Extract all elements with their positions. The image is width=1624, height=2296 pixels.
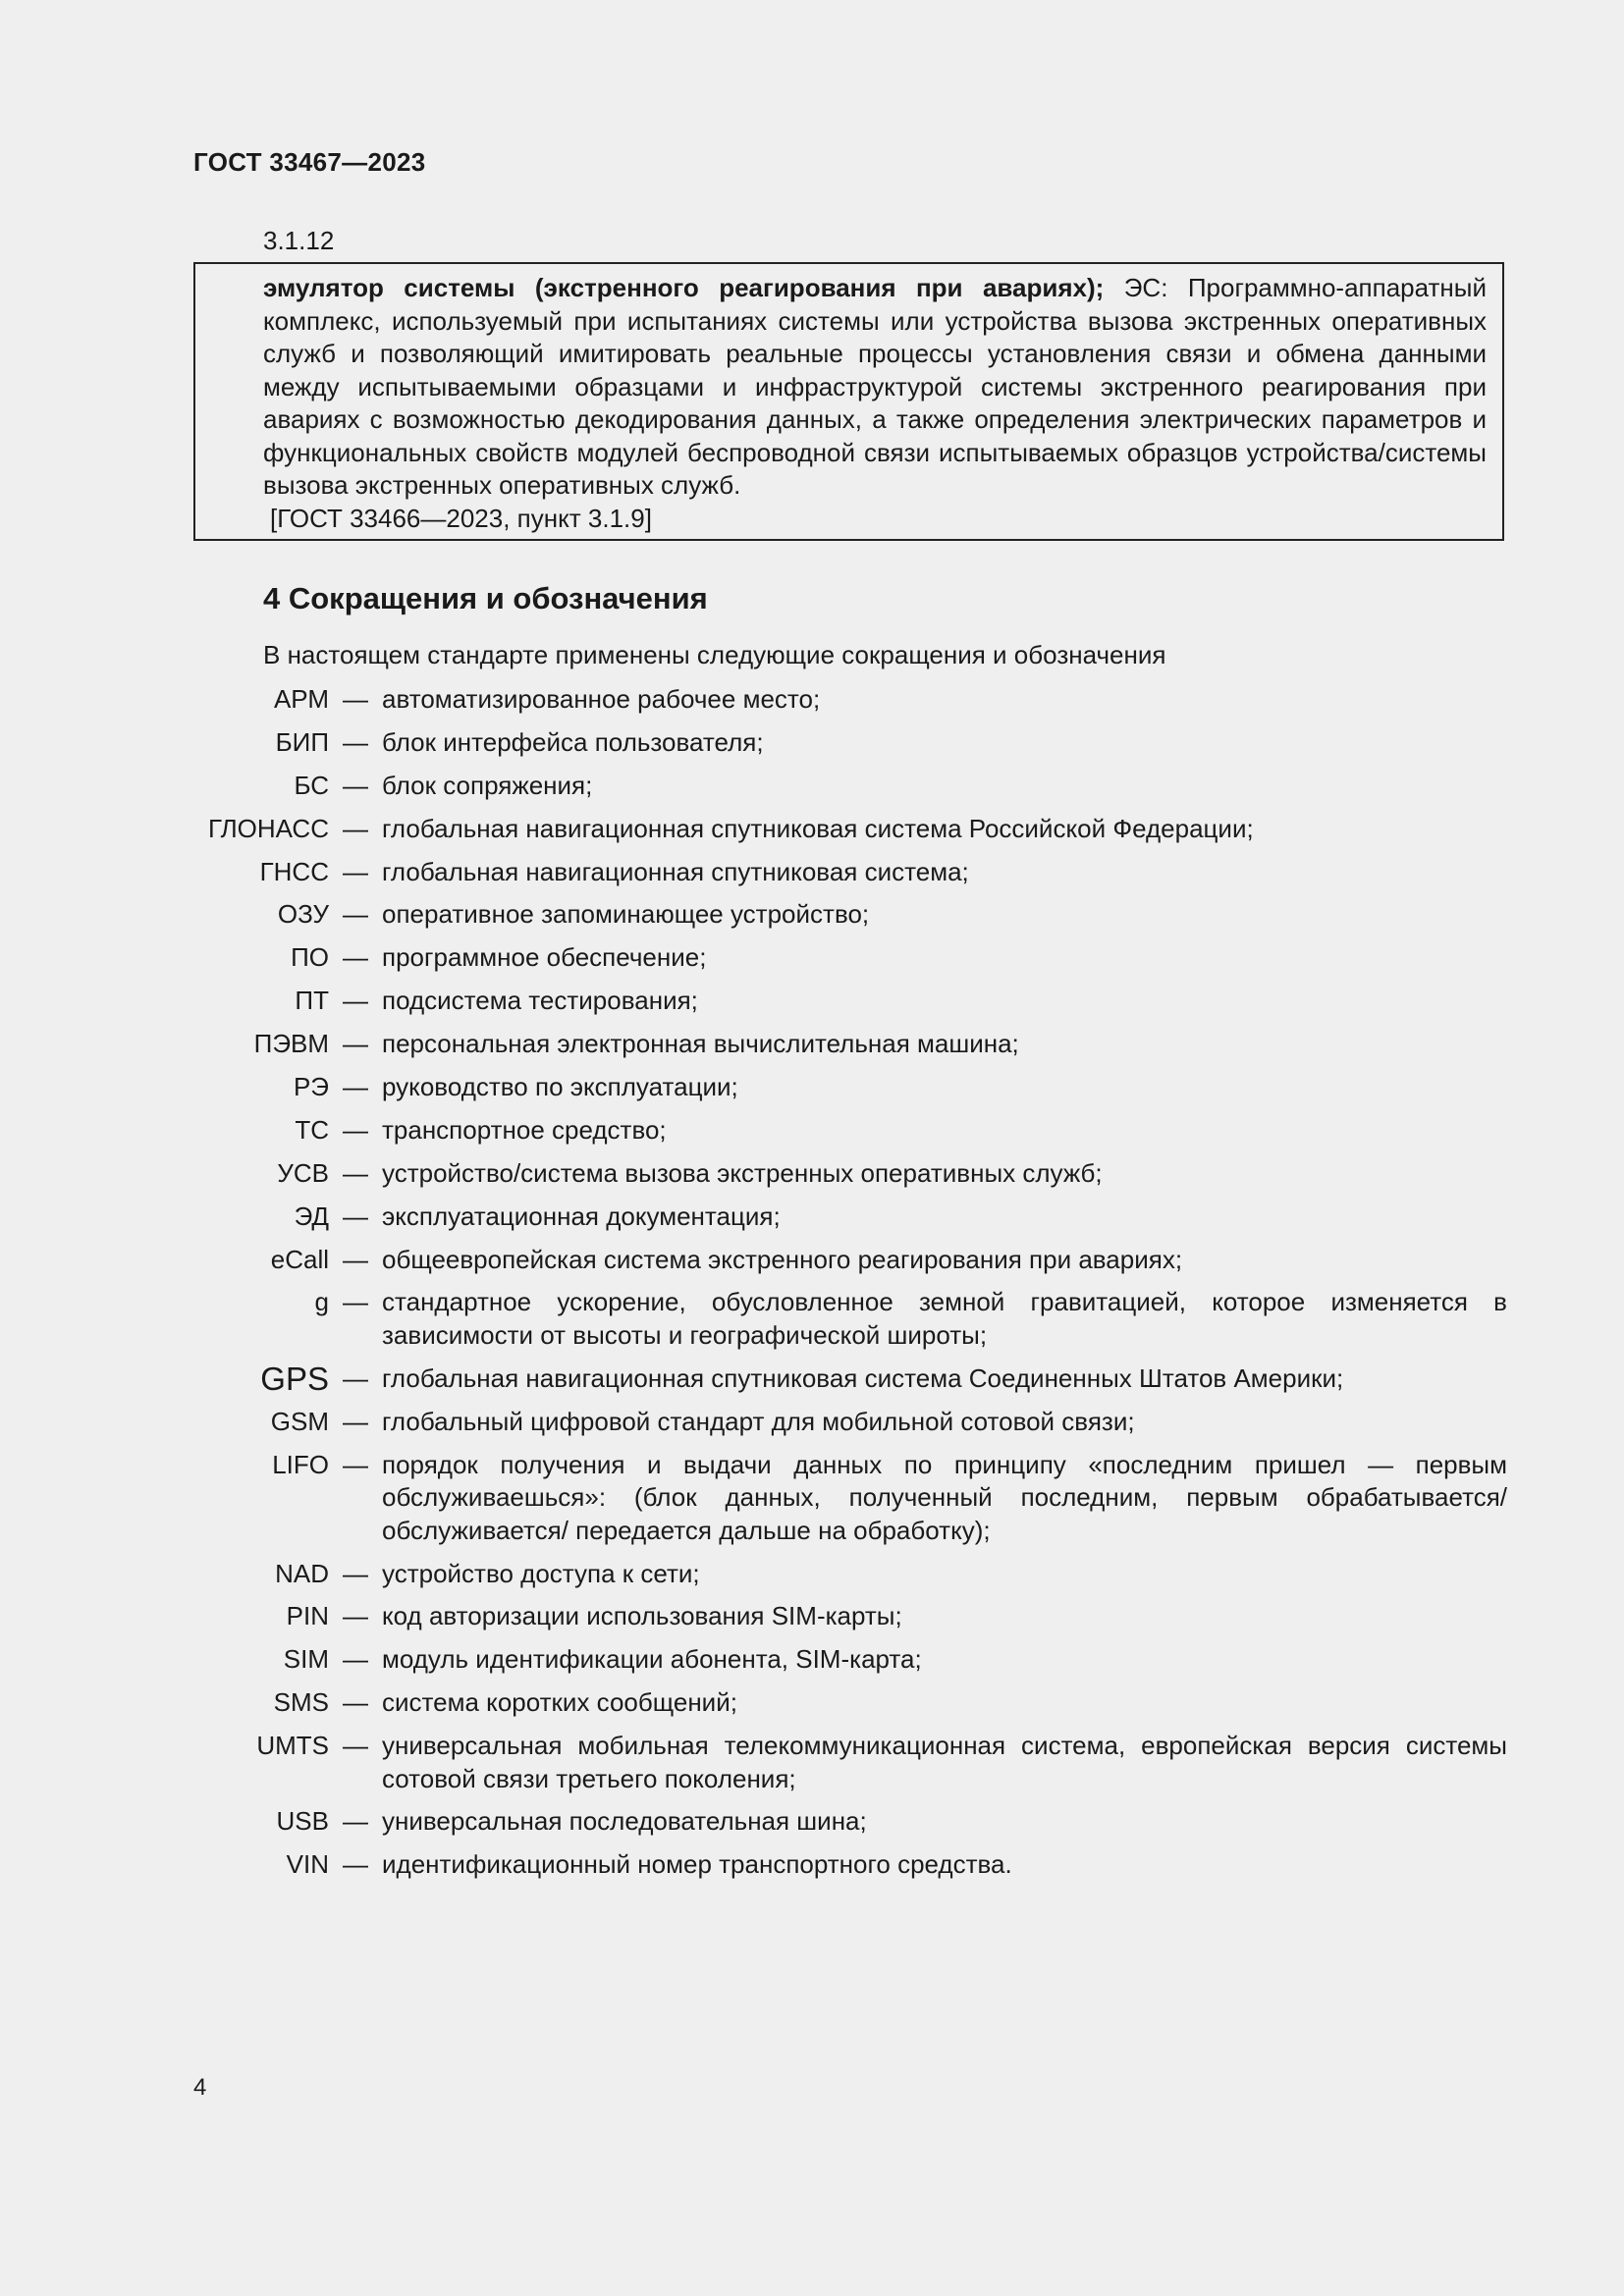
abbreviation-definition: программное обеспечение;: [382, 942, 707, 973]
abbreviation-code: UMTS: [256, 1731, 329, 1761]
abbreviation-row: [193, 813, 1507, 846]
abbreviation-definition: персональная электронная вычислительная машина;: [382, 1029, 1019, 1059]
abbreviation-definition: блок сопряжения;: [382, 770, 593, 800]
abbreviation-definition: блок интерфейса пользователя;: [382, 726, 764, 757]
abbreviation-dash: —: [343, 899, 368, 930]
abbreviation-definition: эксплуатационная документация;: [382, 1201, 781, 1231]
abbreviation-code: ЭД: [294, 1201, 329, 1231]
abbreviation-row: [193, 1406, 1507, 1439]
abbreviation-code: GPS: [260, 1360, 329, 1397]
abbreviation-dash: —: [343, 1287, 368, 1317]
abbreviation-code: SIM: [283, 1644, 329, 1675]
term-reference: [ГОСТ 33466—2023, пункт 3.1.9]: [270, 503, 652, 533]
abbreviation-row: [193, 1286, 1507, 1352]
abbreviation-row: [193, 1244, 1507, 1277]
abbreviation-row: [193, 683, 1507, 717]
abbreviation-dash: —: [343, 1362, 368, 1393]
abbreviation-row: [193, 1805, 1507, 1839]
abbreviation-row: [193, 1114, 1507, 1148]
abbreviation-definition: глобальная навигационная спутниковая система;: [382, 856, 969, 886]
abbreviation-code: БИП: [275, 726, 329, 757]
term-number: 3.1.12: [263, 226, 335, 255]
abbreviation-definition: оперативное запоминающее устройство;: [382, 899, 870, 930]
abbreviation-definition: система коротких сообщений;: [382, 1687, 737, 1718]
page-number: 4: [193, 2074, 207, 2101]
abbreviation-row: [193, 1362, 1507, 1396]
abbreviation-dash: —: [343, 1849, 368, 1880]
abbreviation-row: [193, 856, 1507, 889]
abbreviation-row: [193, 770, 1507, 803]
abbreviation-code: УСВ: [277, 1157, 329, 1188]
document-header: ГОСТ 33467—2023: [193, 147, 426, 177]
term-definition: ЭС: Программно-аппаратный комплекс, используемый при испытаниях системы или устройства вызова экстренных оперативных служб и позволяющий имитировать реальные процессы установления связи и обмена данными между испытываемыми образцами и инфраструктурой системы экстренного реагирования при авариях с возможностью декодирования данных, а также определения электрических параметров и функциональных свойств модулей беспроводной связи испытываемых образцов устройства/системы вызова экстренных оперативных служб.: [263, 273, 1487, 500]
abbreviation-dash: —: [343, 1687, 368, 1718]
abbreviation-row: [193, 1643, 1507, 1677]
abbreviation-definition: универсальная последовательная шина;: [382, 1806, 867, 1837]
abbreviation-dash: —: [343, 986, 368, 1016]
section-title: 4 Сокращения и обозначения: [263, 581, 708, 615]
abbreviation-row: [193, 898, 1507, 932]
abbreviation-row: [193, 1730, 1507, 1795]
abbreviation-code: VIN: [286, 1849, 329, 1880]
abbreviation-row: [193, 985, 1507, 1018]
abbreviation-code: ПТ: [295, 986, 329, 1016]
abbreviation-definition: стандартное ускорение, обусловленное земной гравитацией, которое изменяется в зависимости от высоты и географической широты;: [382, 1287, 1507, 1350]
abbreviation-dash: —: [343, 1244, 368, 1274]
abbreviation-definition: глобальная навигационная спутниковая система Соединенных Штатов Америки;: [382, 1362, 1344, 1393]
abbreviation-row: [193, 1600, 1507, 1633]
abbreviation-dash: —: [343, 1644, 368, 1675]
abbreviation-dash: —: [343, 942, 368, 973]
abbreviation-code: eCall: [270, 1244, 329, 1274]
abbreviation-dash: —: [343, 684, 368, 714]
abbreviation-dash: —: [343, 1449, 368, 1479]
abbreviation-definition: подсистема тестирования;: [382, 986, 698, 1016]
abbreviation-row: [193, 1558, 1507, 1591]
abbreviation-code: ГНСС: [259, 856, 329, 886]
abbreviation-dash: —: [343, 770, 368, 800]
abbreviation-code: LIFO: [272, 1449, 329, 1479]
abbreviation-dash: —: [343, 1806, 368, 1837]
abbreviation-code: ТС: [295, 1114, 329, 1145]
abbreviation-definition: порядок получения и выдачи данных по принципу «последним пришел — первым обслуживаешься»: (блок данных, полученный последним, первым обрабатывается/обслуживается/ передается дальше на обработку);: [382, 1449, 1507, 1545]
abbreviation-code: ГЛОНАСС: [207, 813, 329, 843]
abbreviation-row: [193, 1157, 1507, 1191]
abbreviation-code: ОЗУ: [277, 899, 329, 930]
abbreviation-dash: —: [343, 1601, 368, 1631]
abbreviation-dash: —: [343, 1558, 368, 1588]
abbreviation-dash: —: [343, 1157, 368, 1188]
abbreviation-definition: устройство доступа к сети;: [382, 1558, 700, 1588]
abbreviation-definition: транспортное средство;: [382, 1114, 667, 1145]
abbreviation-row: [193, 1028, 1507, 1061]
abbreviation-dash: —: [343, 726, 368, 757]
abbreviation-code: РЭ: [293, 1072, 329, 1102]
abbreviation-definition: общеевропейская система экстренного реагирования при авариях;: [382, 1244, 1183, 1274]
abbreviation-definition: код авторизации использования SIM-карты;: [382, 1601, 902, 1631]
abbreviation-code: GSM: [270, 1406, 329, 1436]
abbreviation-row: [193, 1449, 1507, 1548]
section-intro: В настоящем стандарте применены следующие сокращения и обозначения: [263, 640, 1166, 669]
abbreviation-code: ПЭВМ: [253, 1029, 329, 1059]
term-paragraph: [211, 272, 1487, 503]
term-title: эмулятор системы (экстренного реагирования при авариях);: [263, 273, 1105, 302]
abbreviation-row: [193, 1686, 1507, 1720]
abbreviation-code: ПО: [291, 942, 329, 973]
abbreviation-definition: модуль идентификации абонента, SIM-карта;: [382, 1644, 922, 1675]
abbreviation-definition: универсальная мобильная телекоммуникационная система, европейская версия системы сотовой связи третьего поколения;: [382, 1731, 1507, 1793]
abbreviation-row: [193, 1848, 1507, 1882]
abbreviation-definition: глобальный цифровой стандарт для мобильной сотовой связи;: [382, 1406, 1135, 1436]
abbreviation-code: NAD: [275, 1558, 329, 1588]
abbreviation-dash: —: [343, 1406, 368, 1436]
abbreviation-code: БС: [294, 770, 329, 800]
abbreviation-definition: автоматизированное рабочее место;: [382, 684, 821, 714]
abbreviation-row: [193, 1071, 1507, 1104]
abbreviation-code: SMS: [273, 1687, 329, 1718]
abbreviation-row: [193, 726, 1507, 760]
abbreviation-dash: —: [343, 1072, 368, 1102]
abbreviation-dash: —: [343, 1029, 368, 1059]
abbreviation-row: [193, 941, 1507, 975]
abbreviation-dash: —: [343, 1114, 368, 1145]
abbreviation-row: [193, 1201, 1507, 1234]
abbreviation-definition: идентификационный номер транспортного средства.: [382, 1849, 1012, 1880]
abbreviation-dash: —: [343, 813, 368, 843]
abbreviation-dash: —: [343, 856, 368, 886]
abbreviation-code: USB: [276, 1806, 329, 1837]
abbreviation-list: [193, 683, 1507, 1892]
abbreviation-code: АРМ: [273, 684, 329, 714]
abbreviation-code: PIN: [286, 1601, 329, 1631]
abbreviation-dash: —: [343, 1201, 368, 1231]
abbreviation-definition: устройство/система вызова экстренных оперативных служб;: [382, 1157, 1103, 1188]
abbreviation-dash: —: [343, 1731, 368, 1761]
abbreviation-code: g: [314, 1287, 329, 1317]
term-definition-box: [193, 262, 1504, 541]
abbreviation-definition: руководство по эксплуатации;: [382, 1072, 738, 1102]
abbreviation-definition: глобальная навигационная спутниковая система Российской Федерации;: [382, 813, 1254, 843]
